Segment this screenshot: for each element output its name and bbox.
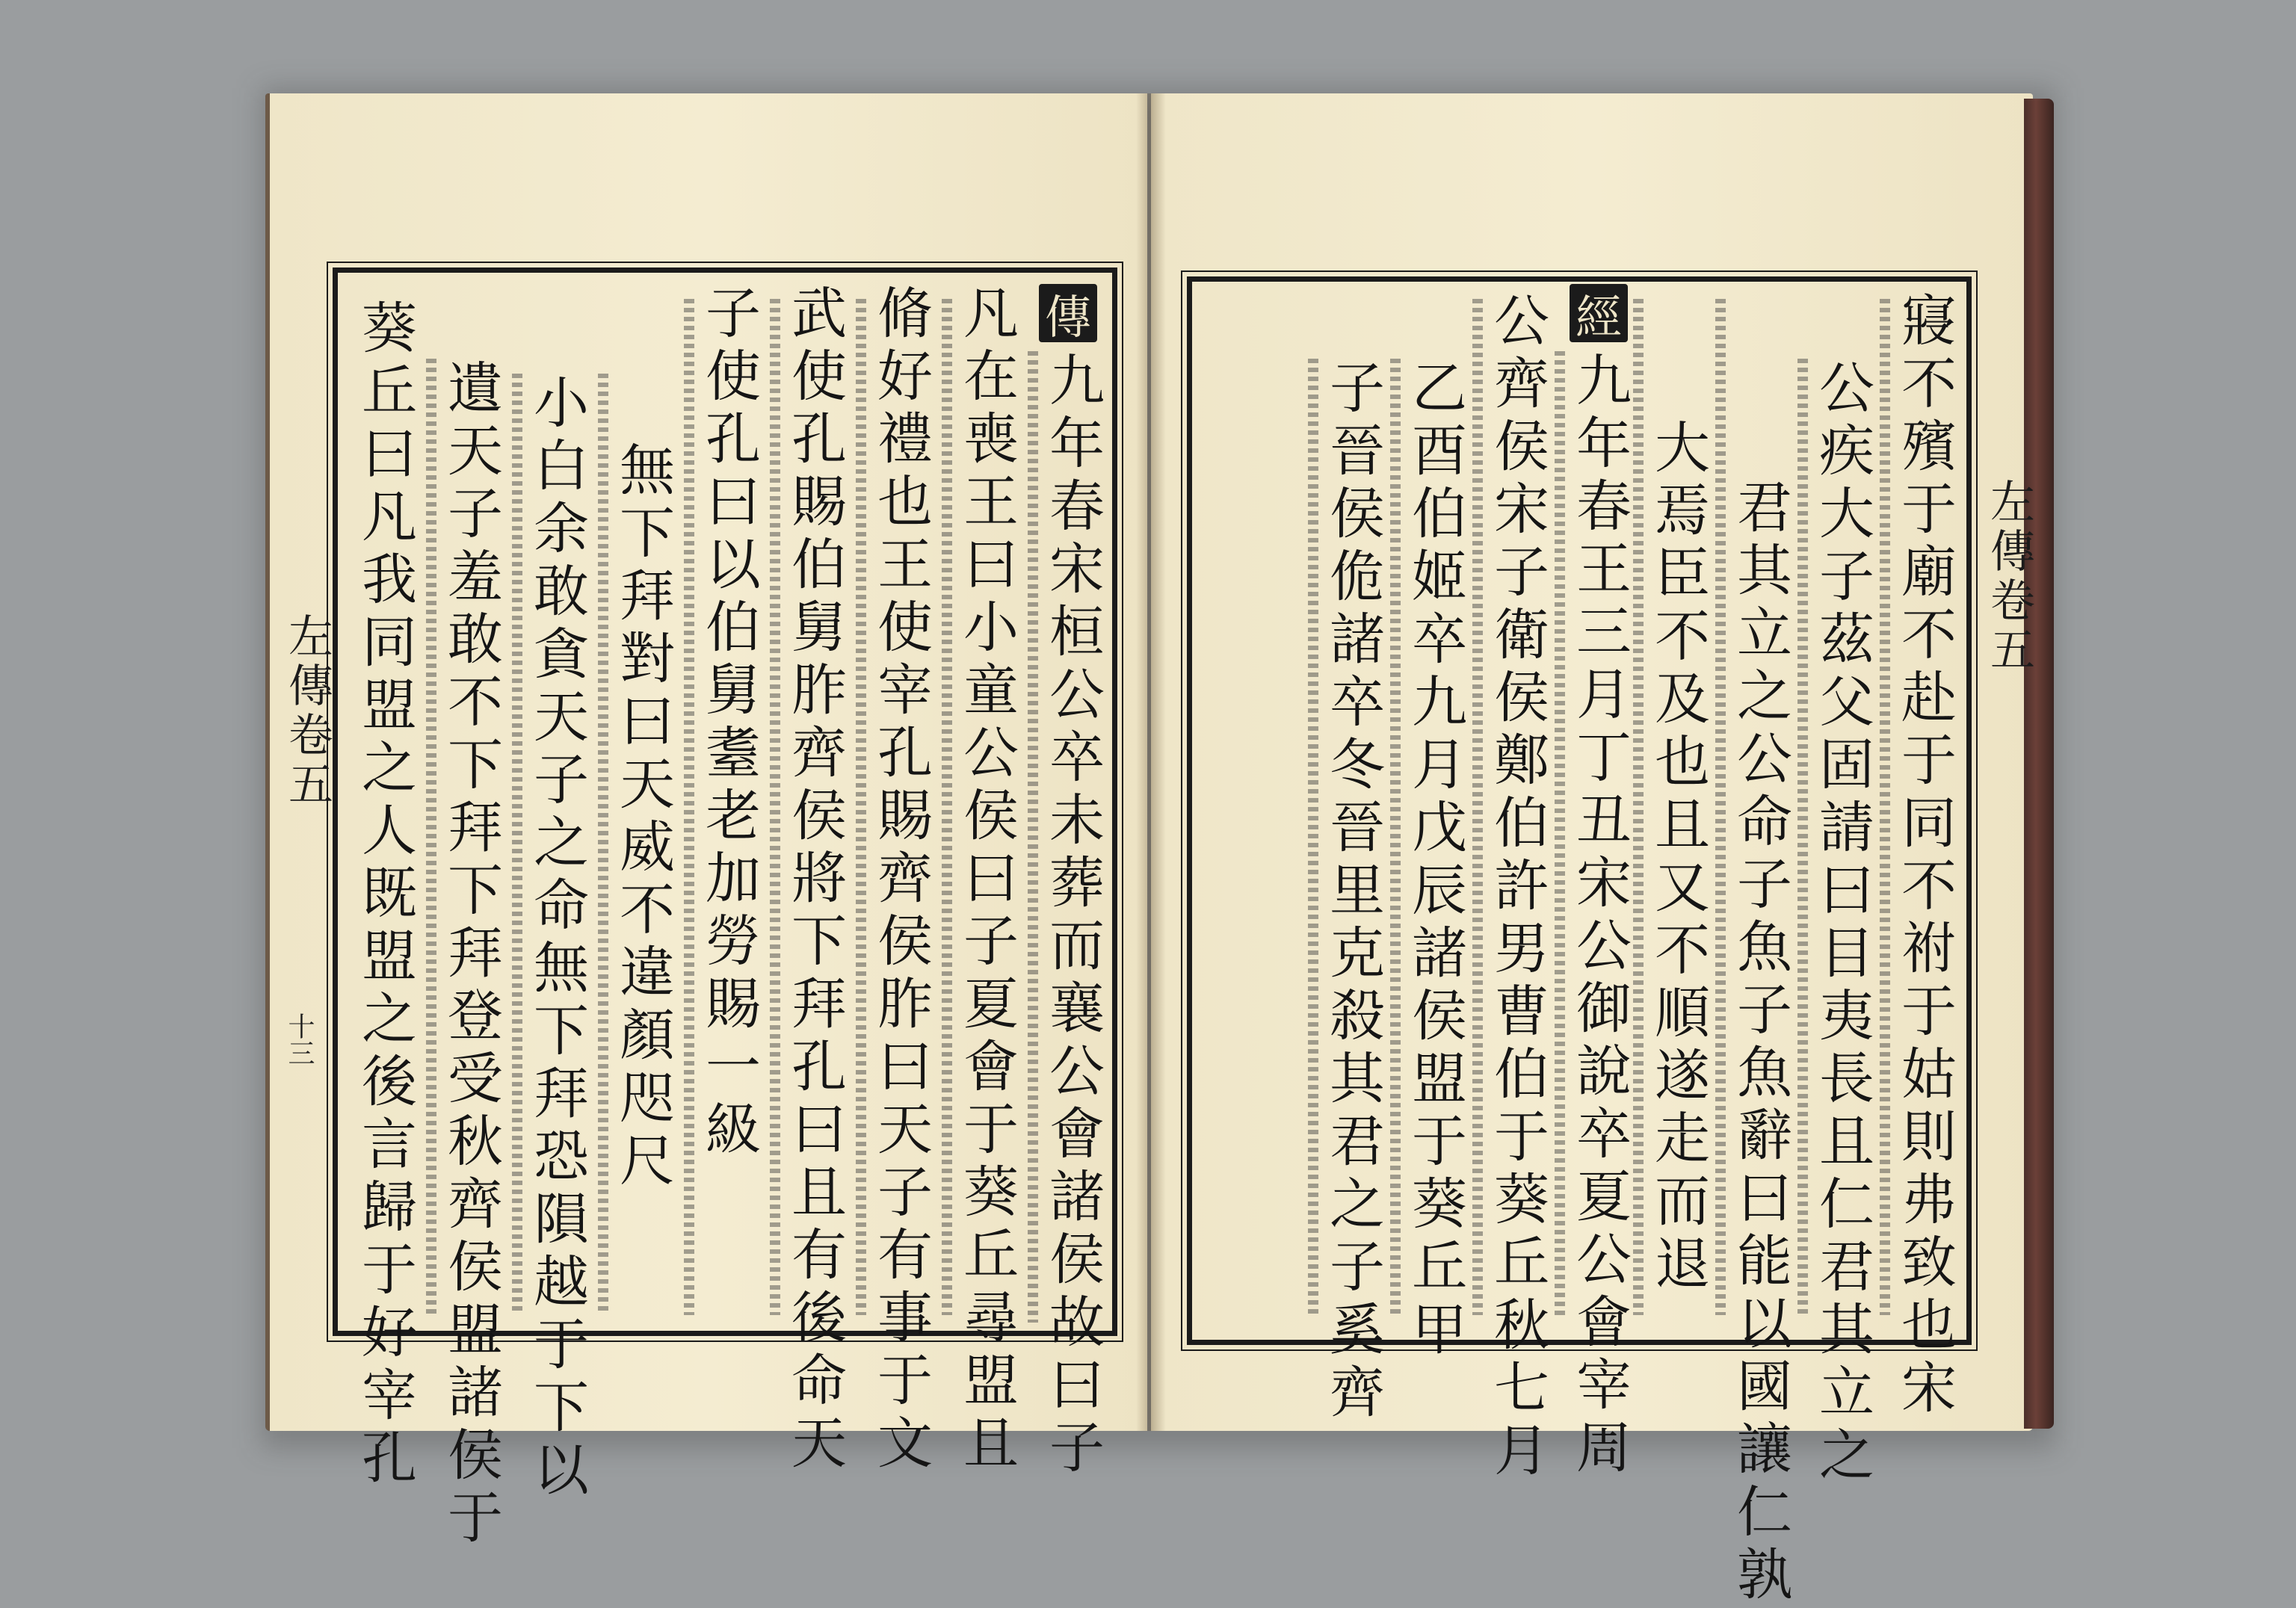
kana-gloss	[770, 299, 780, 1315]
right-column-2: 公疾大子茲父固請曰目夷長且仁君其立之	[1810, 359, 1874, 1488]
left-column-2: 凡在喪王曰小童公侯曰子夏會于葵丘尋盟且	[954, 284, 1019, 1476]
left-margin-title: 左傳卷五	[281, 613, 333, 810]
book-gutter	[1136, 93, 1166, 1431]
kana-gloss	[598, 374, 608, 1315]
book-cover-edge	[2024, 99, 2054, 1429]
left-column-9: 葵丘曰凡我同盟之人既盟之後言歸于好宰孔	[353, 299, 417, 1491]
right-column-5: 九年春王三月丁丑宋公御說卒夏公會宰周	[1567, 351, 1632, 1481]
kana-gloss	[1880, 299, 1890, 1315]
left-column-1: 九年春宋桓公卒未葬而襄公會諸侯故曰子	[1040, 351, 1105, 1481]
kana-gloss	[1472, 299, 1483, 1315]
kana-gloss	[1308, 359, 1318, 1315]
kana-gloss	[942, 299, 952, 1315]
section-marker-jing: 經	[1570, 284, 1628, 342]
left-column-3: 脩好禮也王使宰孔賜齊侯胙曰天子有事于文	[868, 284, 933, 1476]
kana-gloss	[1633, 299, 1644, 1315]
right-column-4: 大焉臣不及也且又不順遂走而退	[1646, 418, 1710, 1297]
kana-gloss	[426, 359, 436, 1315]
right-column-3: 君其立之公命子魚子魚辭曰能以國讓仁孰	[1728, 478, 1792, 1608]
kana-gloss	[1715, 299, 1726, 1315]
left-column-7: 小白余敢貪天子之命無下拜恐隕越于下以	[525, 374, 589, 1503]
right-column-8: 子晉侯佹諸卒冬晉里克殺其君之子奚齊	[1321, 359, 1385, 1426]
kana-gloss	[1390, 359, 1401, 1315]
right-column-6: 公齊侯宋子衛侯鄭伯許男曹伯于葵丘秋七月	[1485, 291, 1549, 1484]
kana-gloss	[1555, 351, 1565, 1315]
left-column-5: 子使孔曰以伯舅耋老加勞賜一級	[697, 284, 761, 1163]
right-column-1: 寢不殯于廟不赴于同不祔于姑則弗致也宋	[1892, 291, 1957, 1421]
section-marker-zhuan: 傳	[1039, 284, 1097, 342]
left-column-8: 遺天子羞敢不下拜下拜登受秋齊侯盟諸侯于	[439, 359, 503, 1551]
kana-gloss	[1797, 359, 1808, 1315]
left-column-6: 無下拜對曰天威不違顏咫尺	[611, 441, 675, 1194]
kana-gloss	[512, 374, 522, 1315]
kana-gloss	[856, 299, 866, 1315]
kana-gloss	[684, 299, 694, 1315]
kana-gloss	[1028, 351, 1038, 1323]
right-column-7: 乙酉伯姬卒九月戊辰諸侯盟于葵丘甲	[1403, 359, 1467, 1363]
left-column-4: 武使孔賜伯舅胙齊侯將下拜孔曰且有後命天	[783, 284, 847, 1476]
left-page-number: 十三	[284, 1012, 315, 1066]
right-margin-title: 左傳卷五	[1983, 478, 2035, 675]
